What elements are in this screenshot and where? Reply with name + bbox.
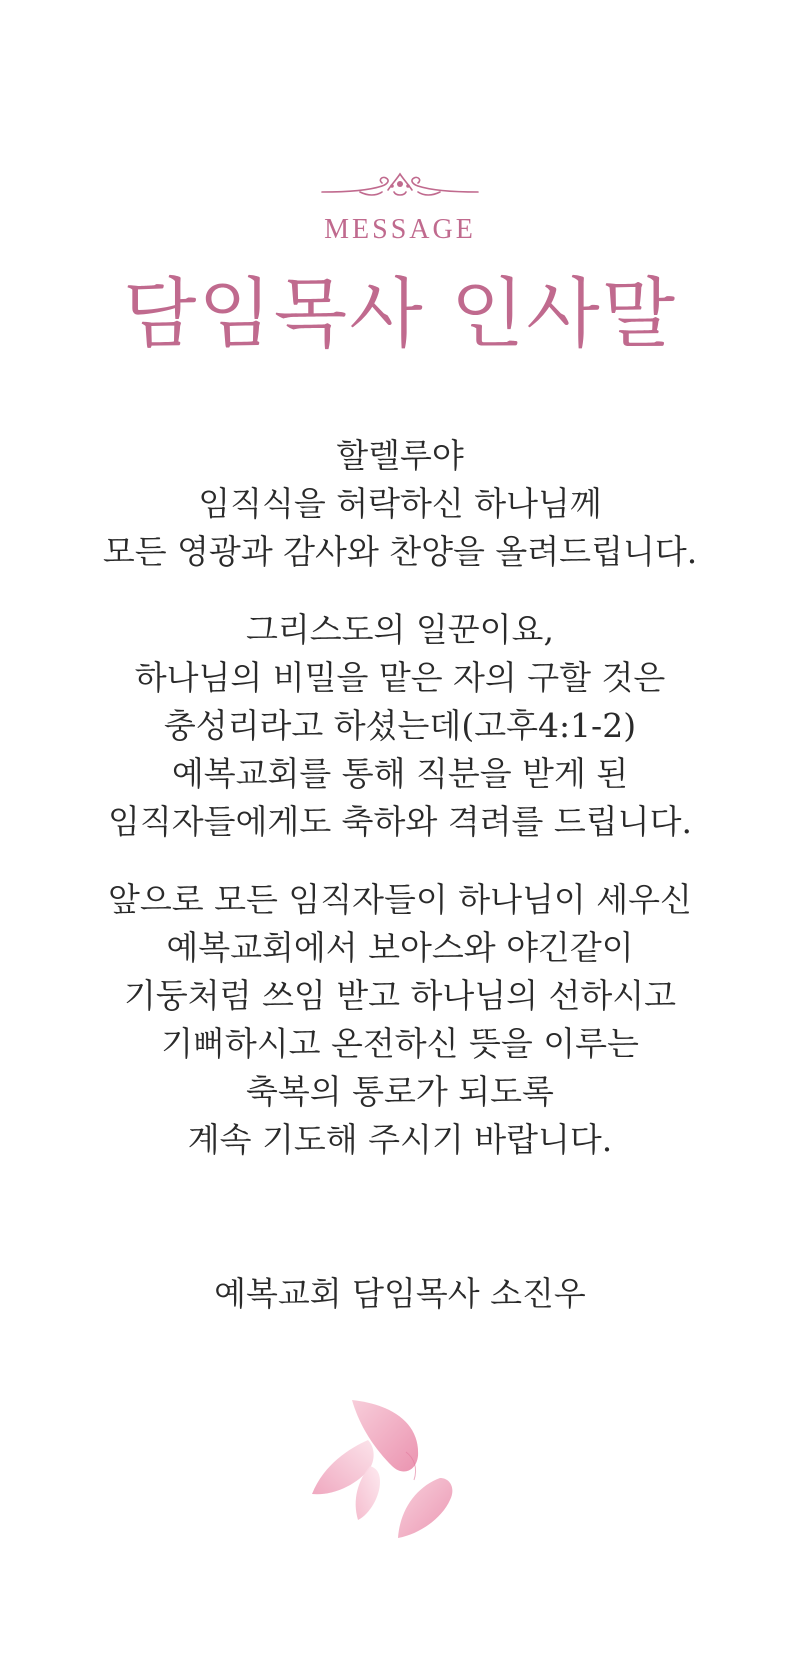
text-line: 기뻐하시고 온전하신 뜻을 이루는 (161, 1024, 639, 1063)
text-line: 하나님의 비밀을 맡은 자의 구할 것은 (134, 658, 666, 697)
text-line: 임직자들에게도 축하와 격려를 드립니다. (108, 802, 692, 841)
paragraph-3 (0, 876, 800, 1164)
text-line: 예복교회에서 보아스와 야긴같이 (166, 928, 634, 967)
page-title: 담임목사 인사말 (122, 269, 678, 358)
flourish-ornament-icon (320, 170, 480, 210)
paragraph-1 (0, 432, 800, 576)
text-line: 임직식을 허락하신 하나님께 (198, 484, 602, 523)
text-line: 축복의 통로가 되도록 (246, 1072, 554, 1111)
text-line: 그리스도의 일꾼이요, (246, 610, 554, 649)
text-line: 계속 기도해 주시기 바랍니다. (187, 1120, 613, 1159)
text-line: 충성리라고 하셨는데(고후4:1-2) (163, 706, 637, 745)
flower-petals-icon (310, 1392, 490, 1542)
text-line: 예복교회를 통해 직분을 받게 된 (171, 754, 629, 793)
text-line: 기둥처럼 쓰임 받고 하나님의 선하시고 (123, 976, 676, 1015)
text-line: 앞으로 모든 임직자들이 하나님이 세우신 (108, 880, 692, 919)
text-line: 모든 영광과 감사와 찬양을 올려드립니다. (102, 532, 698, 571)
section-eyebrow: MESSAGE (324, 214, 476, 245)
signature: 예복교회 담임목사 소진우 (214, 1274, 586, 1313)
message-body (0, 432, 800, 1194)
text-line: 할렐루야 (336, 436, 464, 475)
paragraph-2 (0, 606, 800, 846)
